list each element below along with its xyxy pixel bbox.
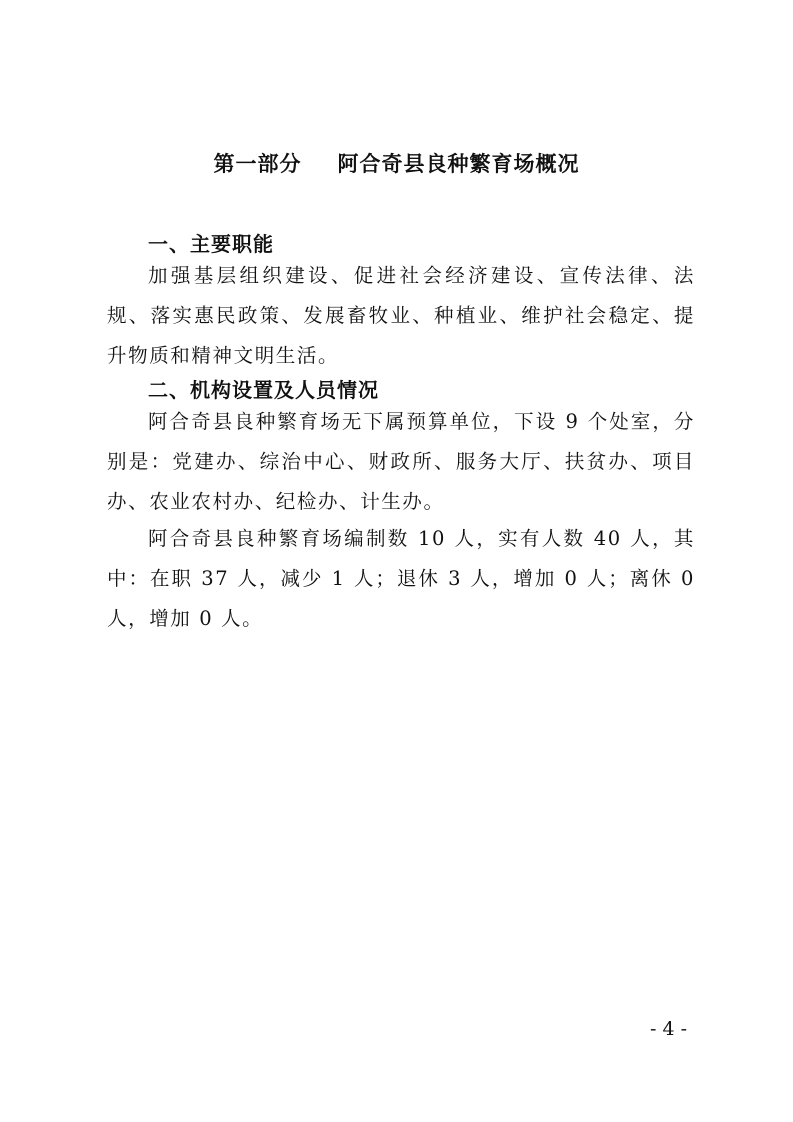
- paragraph-main-functions: 加强基层组织建设、促进社会经济建设、宣传法律、法规、落实惠民政策、发展畜牧业、种植业、维护社会稳定、提升物质和精神文明生活。: [107, 264, 695, 367]
- title-part: 第一部分: [213, 152, 302, 176]
- page-title: [0, 148, 793, 178]
- paragraph-staffing: 阿合奇县良种繁育场编制数 10 人，实有人数 40 人，其中：在职 37 人，减少 1 人；退休 3 人，增加 0 人；离休 0 人，增加 0 人。: [107, 527, 695, 630]
- title-name: 阿合奇县良种繁育场概况: [337, 152, 580, 176]
- page-number: - 4 -: [650, 1018, 688, 1040]
- section-heading-organization: 二、机构设置及人员情况: [148, 378, 379, 402]
- section-heading-main-functions: 一、主要职能: [148, 232, 274, 256]
- paragraph-organization: 阿合奇县良种繁育场无下属预算单位，下设 9 个处室，分别是：党建办、综治中心、财政所、服务大厅、扶贫办、项目办、农业农村办、纪检办、计生办。: [107, 410, 695, 513]
